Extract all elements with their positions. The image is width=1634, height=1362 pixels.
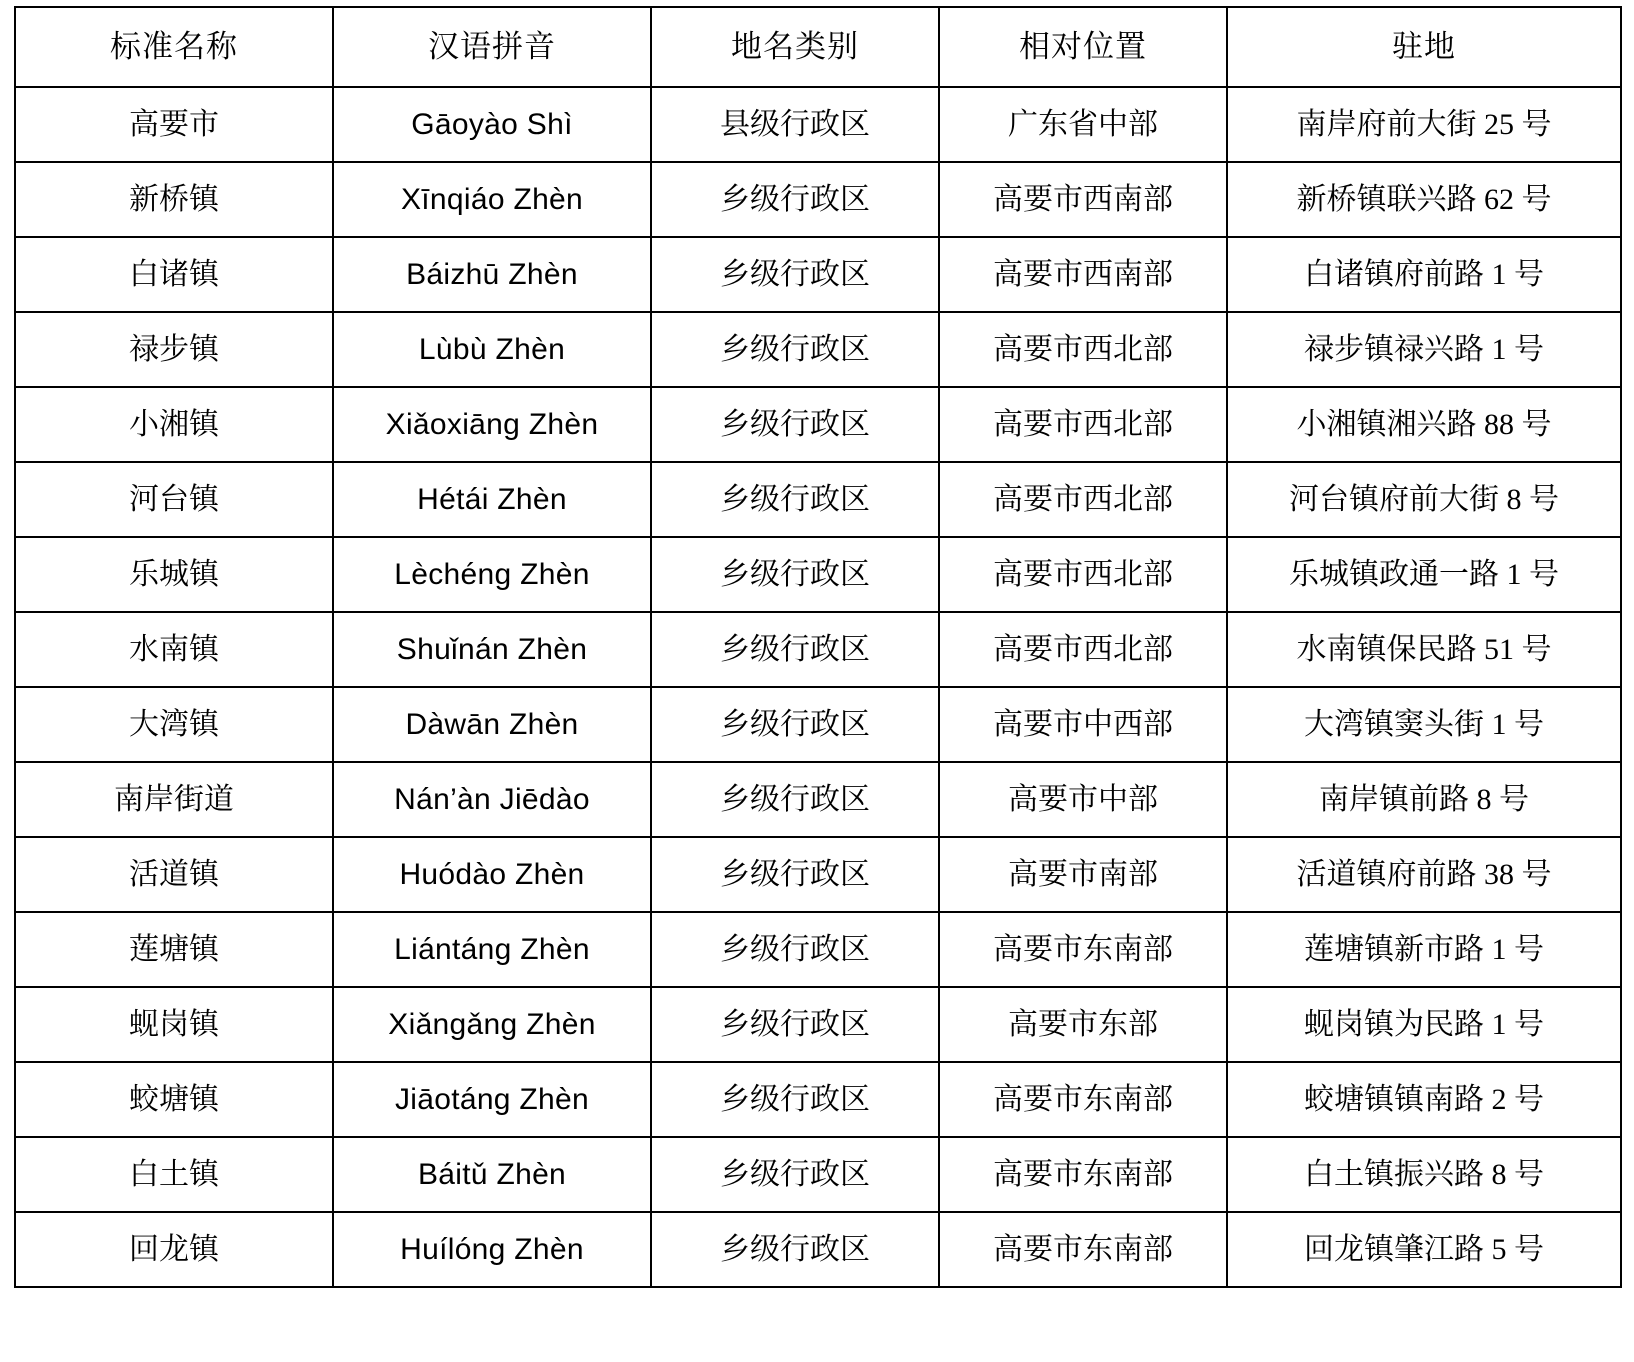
cell-relative-location: 高要市南部 (939, 837, 1227, 912)
cell-category: 乡级行政区 (651, 537, 939, 612)
table-header-row (15, 7, 1621, 87)
cell-relative-location: 高要市西北部 (939, 312, 1227, 387)
cell-relative-location: 高要市东部 (939, 987, 1227, 1062)
cell-category: 乡级行政区 (651, 762, 939, 837)
table-row (15, 687, 1621, 762)
cell-category: 乡级行政区 (651, 612, 939, 687)
cell-pinyin: Báizhū Zhèn (333, 237, 651, 312)
cell-relative-location: 高要市东南部 (939, 1212, 1227, 1287)
cell-pinyin: Liántáng Zhèn (333, 912, 651, 987)
cell-standard-name: 回龙镇 (15, 1212, 333, 1287)
cell-seat: 小湘镇湘兴路 88 号 (1227, 387, 1621, 462)
cell-category: 乡级行政区 (651, 462, 939, 537)
cell-pinyin: Gāoyào Shì (333, 87, 651, 162)
cell-seat: 蛟塘镇镇南路 2 号 (1227, 1062, 1621, 1137)
column-header-seat: 驻地 (1227, 7, 1621, 87)
table-row (15, 1062, 1621, 1137)
cell-pinyin: Huílóng Zhèn (333, 1212, 651, 1287)
cell-standard-name: 白土镇 (15, 1137, 333, 1212)
cell-standard-name: 大湾镇 (15, 687, 333, 762)
table-row (15, 837, 1621, 912)
table-row (15, 237, 1621, 312)
cell-category: 乡级行政区 (651, 1212, 939, 1287)
cell-seat: 莲塘镇新市路 1 号 (1227, 912, 1621, 987)
cell-standard-name: 蚬岗镇 (15, 987, 333, 1062)
table-row (15, 312, 1621, 387)
cell-relative-location: 高要市西北部 (939, 387, 1227, 462)
cell-standard-name: 小湘镇 (15, 387, 333, 462)
table-body (15, 87, 1621, 1287)
cell-standard-name: 禄步镇 (15, 312, 333, 387)
cell-pinyin: Huódào Zhèn (333, 837, 651, 912)
cell-standard-name: 乐城镇 (15, 537, 333, 612)
table-header (15, 7, 1621, 87)
cell-relative-location: 高要市中西部 (939, 687, 1227, 762)
cell-relative-location: 高要市西南部 (939, 162, 1227, 237)
cell-pinyin: Xiǎoxiāng Zhèn (333, 387, 651, 462)
cell-standard-name: 河台镇 (15, 462, 333, 537)
cell-standard-name: 高要市 (15, 87, 333, 162)
cell-category: 乡级行政区 (651, 1137, 939, 1212)
cell-pinyin: Lùbù Zhèn (333, 312, 651, 387)
cell-relative-location: 高要市西南部 (939, 237, 1227, 312)
cell-relative-location: 高要市中部 (939, 762, 1227, 837)
column-header-relative-location: 相对位置 (939, 7, 1227, 87)
cell-standard-name: 白诸镇 (15, 237, 333, 312)
table-row (15, 1137, 1621, 1212)
cell-seat: 白土镇振兴路 8 号 (1227, 1137, 1621, 1212)
cell-pinyin: Lèchéng Zhèn (333, 537, 651, 612)
column-header-standard-name: 标准名称 (15, 7, 333, 87)
cell-pinyin: Nán’àn Jiēdào (333, 762, 651, 837)
cell-category: 乡级行政区 (651, 237, 939, 312)
table-row (15, 987, 1621, 1062)
cell-seat: 禄步镇禄兴路 1 号 (1227, 312, 1621, 387)
cell-relative-location: 高要市东南部 (939, 912, 1227, 987)
cell-category: 县级行政区 (651, 87, 939, 162)
column-header-pinyin: 汉语拼音 (333, 7, 651, 87)
cell-seat: 大湾镇窦头街 1 号 (1227, 687, 1621, 762)
cell-seat: 新桥镇联兴路 62 号 (1227, 162, 1621, 237)
table-row (15, 1212, 1621, 1287)
cell-seat: 乐城镇政通一路 1 号 (1227, 537, 1621, 612)
cell-standard-name: 新桥镇 (15, 162, 333, 237)
cell-pinyin: Xīnqiáo Zhèn (333, 162, 651, 237)
cell-standard-name: 南岸街道 (15, 762, 333, 837)
cell-seat: 回龙镇肇江路 5 号 (1227, 1212, 1621, 1287)
cell-standard-name: 莲塘镇 (15, 912, 333, 987)
cell-seat: 蚬岗镇为民路 1 号 (1227, 987, 1621, 1062)
cell-category: 乡级行政区 (651, 387, 939, 462)
cell-standard-name: 活道镇 (15, 837, 333, 912)
table-row (15, 462, 1621, 537)
cell-pinyin: Báitǔ Zhèn (333, 1137, 651, 1212)
table-row (15, 162, 1621, 237)
cell-category: 乡级行政区 (651, 912, 939, 987)
cell-category: 乡级行政区 (651, 987, 939, 1062)
cell-category: 乡级行政区 (651, 312, 939, 387)
cell-category: 乡级行政区 (651, 687, 939, 762)
column-header-category: 地名类别 (651, 7, 939, 87)
cell-category: 乡级行政区 (651, 162, 939, 237)
cell-pinyin: Shuǐnán Zhèn (333, 612, 651, 687)
table-row (15, 87, 1621, 162)
cell-relative-location: 高要市西北部 (939, 537, 1227, 612)
table-row (15, 537, 1621, 612)
table-row (15, 912, 1621, 987)
cell-seat: 白诸镇府前路 1 号 (1227, 237, 1621, 312)
cell-relative-location: 高要市东南部 (939, 1062, 1227, 1137)
cell-seat: 水南镇保民路 51 号 (1227, 612, 1621, 687)
cell-category: 乡级行政区 (651, 1062, 939, 1137)
cell-relative-location: 高要市东南部 (939, 1137, 1227, 1212)
cell-relative-location: 广东省中部 (939, 87, 1227, 162)
table-row (15, 387, 1621, 462)
cell-pinyin: Dàwān Zhèn (333, 687, 651, 762)
cell-seat: 南岸镇前路 8 号 (1227, 762, 1621, 837)
cell-relative-location: 高要市西北部 (939, 612, 1227, 687)
cell-seat: 河台镇府前大街 8 号 (1227, 462, 1621, 537)
cell-pinyin: Hétái Zhèn (333, 462, 651, 537)
cell-pinyin: Jiāotáng Zhèn (333, 1062, 651, 1137)
cell-standard-name: 水南镇 (15, 612, 333, 687)
table-row (15, 762, 1621, 837)
cell-seat: 活道镇府前路 38 号 (1227, 837, 1621, 912)
place-names-table (14, 6, 1622, 1288)
cell-pinyin: Xiǎngǎng Zhèn (333, 987, 651, 1062)
cell-standard-name: 蛟塘镇 (15, 1062, 333, 1137)
table-row (15, 612, 1621, 687)
cell-relative-location: 高要市西北部 (939, 462, 1227, 537)
cell-category: 乡级行政区 (651, 837, 939, 912)
cell-seat: 南岸府前大街 25 号 (1227, 87, 1621, 162)
